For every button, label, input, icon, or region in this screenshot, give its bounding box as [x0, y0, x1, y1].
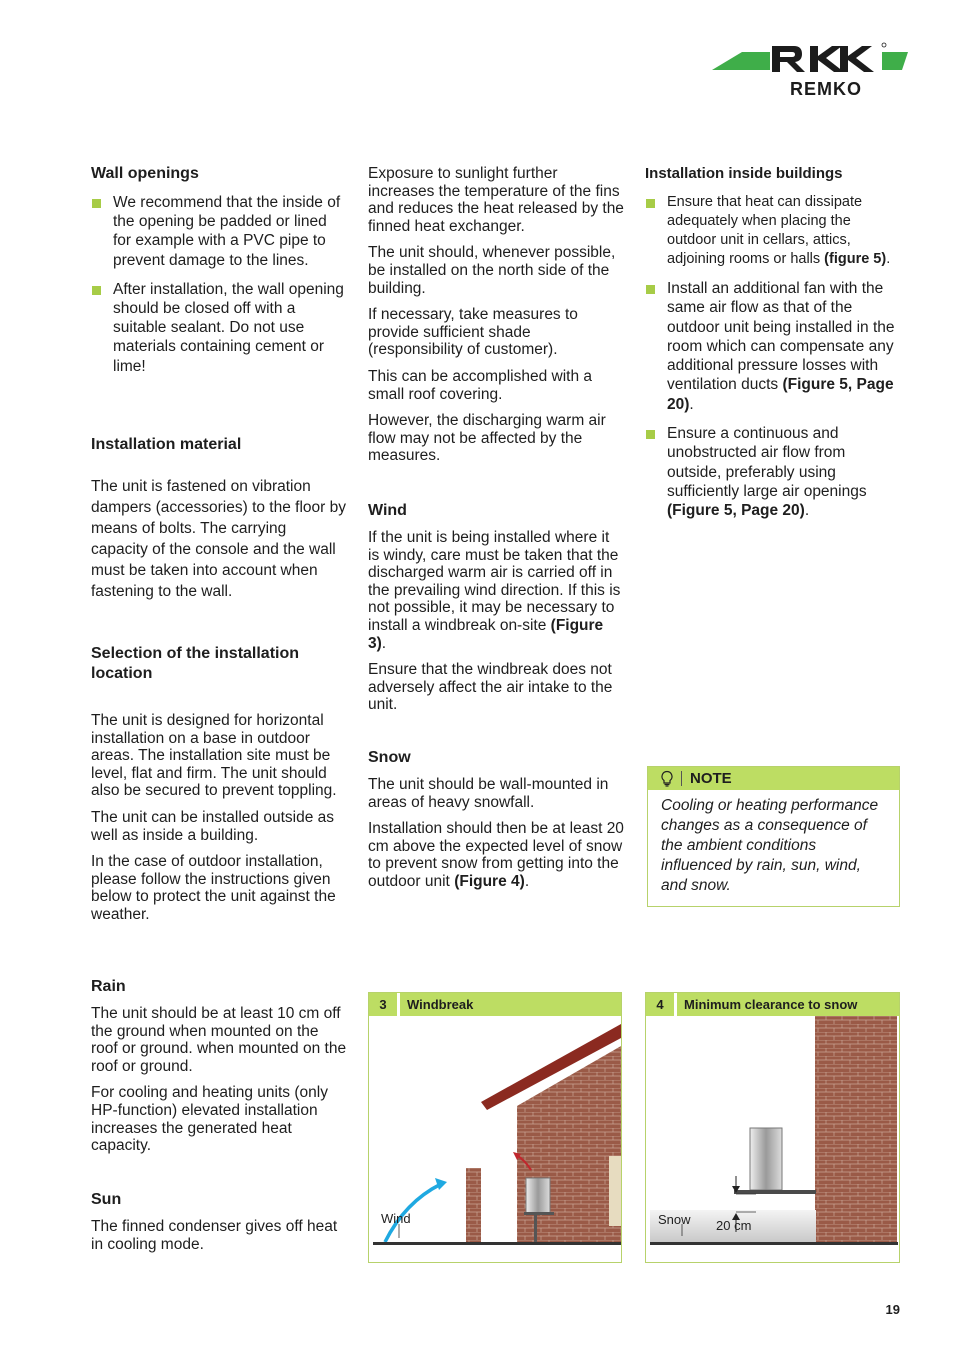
figure-snow-clearance — [645, 992, 900, 1263]
snow-paragraph: The unit should be wall-mounted in areas of heavy snowfall. — [368, 776, 609, 811]
figure-number: 3 — [379, 997, 387, 1012]
wind-heading: Wind — [368, 502, 407, 519]
figure-number: 4 — [656, 997, 664, 1012]
column-3 — [645, 164, 903, 521]
sun-heading: Sun — [91, 1191, 122, 1208]
wall-openings-heading: Wall openings — [91, 165, 199, 182]
note-box — [647, 766, 900, 907]
note-text: Cooling or heating performance changes as a consequence of the ambient conditions influenced by rain, sun, wind, and snow. — [661, 797, 879, 894]
snow-clearance-illustration — [646, 1016, 899, 1262]
rain-heading: Rain — [91, 978, 126, 995]
figure-title: Minimum clearance to snow — [684, 997, 858, 1012]
note-separator — [681, 771, 682, 786]
wind-paragraph: If the unit is being installed where it is windy, care must be taken that the discharged warm air is carried off in the prevailing wind direction. If this is not possible, it may be necessary to install a windbreak on-site (Figure 3). — [368, 529, 621, 652]
rain-paragraph: For cooling and heating units (only HP-function) elevated installation increases the generated heat capacity. — [91, 1084, 328, 1155]
windbreak-illustration — [369, 1016, 621, 1262]
page-number: 19 — [885, 1302, 900, 1317]
snow-section — [368, 748, 624, 891]
installation-material-heading: Installation material — [91, 436, 242, 453]
figure-header-divider — [674, 993, 677, 1016]
svg-text:REMKO: REMKO — [790, 79, 862, 99]
wind-section — [368, 501, 624, 714]
bullet-icon — [92, 199, 101, 208]
sun-paragraph: The finned condenser gives off heat in cooling mode. — [91, 1218, 338, 1253]
installation-inside-heading: Installation inside buildings — [645, 165, 843, 182]
bullet-icon — [646, 430, 655, 439]
figure-header — [369, 993, 621, 1016]
column-1 — [91, 164, 347, 376]
selection-paragraph: The unit is designed for horizontal installation on a base in outdoor areas. The installation site must be level, flat and firm. The unit should also be secured to prevent toppling. — [91, 712, 337, 800]
sun-section — [91, 1190, 347, 1253]
lightbulb-icon — [660, 770, 674, 792]
figure-header — [646, 993, 899, 1016]
sun-paragraph: This can be accomplished with a small roof covering. — [368, 367, 593, 403]
svg-text:20 cm: 20 cm — [716, 1218, 752, 1233]
note-label: NOTE — [690, 770, 732, 787]
remko-logo — [712, 40, 912, 100]
list-item: We recommend that the inside of the opening be padded or lined for example with a PVC pipe to prevent damage to the lines. — [91, 193, 347, 270]
selection-paragraph: In the case of outdoor installation, please follow the instructions given below to protect the unit against the weather. — [91, 853, 336, 923]
bullet-icon — [646, 199, 655, 208]
column-2 — [368, 165, 624, 465]
list-item: Install an additional fan with the same air flow as that of the outdoor unit being installed in the room which can compensate any additional pressure losses with ventilation ducts (Figure 5, Page 20). — [645, 279, 903, 414]
svg-text:Snow: Snow — [658, 1212, 691, 1227]
wall-openings-list — [91, 193, 347, 376]
list-item: After installation, the wall opening should be closed off with a suitable sealant. Do not use materials containing cement or lime! — [91, 280, 347, 376]
sun-paragraph: However, the discharging warm air flow may not be affected by the measures. — [368, 412, 606, 465]
bullet-icon — [92, 286, 101, 295]
figure-header-divider — [397, 993, 400, 1016]
bullet-icon — [646, 285, 655, 294]
note-header — [648, 767, 899, 790]
selection-heading: Selection of the installation location — [91, 645, 300, 682]
installation-inside-list — [645, 193, 903, 521]
sun-paragraph: The unit should, whenever possible, be installed on the north side of the building. — [368, 244, 616, 297]
figure-title: Windbreak — [407, 997, 474, 1012]
svg-text:Wind: Wind — [381, 1211, 411, 1226]
sun-paragraph: Exposure to sunlight further increases the temperature of the fins and reduces the heat released by the finned heat exchanger. — [368, 165, 624, 235]
snow-paragraph: Installation should then be at least 20 cm above the expected level of snow to prevent snow from getting into the outdoor unit (Figure 4). — [368, 820, 624, 890]
selection-section — [91, 644, 347, 924]
selection-paragraph: The unit can be installed outside as well as inside a building. — [91, 808, 334, 844]
installation-material-section — [91, 435, 347, 602]
list-item: Ensure that heat can dissipate adequately when placing the outdoor unit in cellars, attics, adjoining rooms or halls (figure 5). — [645, 193, 903, 269]
list-item: Ensure a continuous and unobstructed air flow from outside, preferably using sufficiently large air openings (Figure 5, Page 20). — [645, 424, 903, 520]
rain-section — [91, 977, 347, 1155]
figure-windbreak — [368, 992, 622, 1263]
sun-paragraph: If necessary, take measures to provide sufficient shade (responsibility of customer). — [368, 306, 578, 359]
rain-paragraph: The unit should be at least 10 cm off the ground when mounted on the roof or ground. when mounted on the roof or ground. — [91, 1005, 347, 1075]
wind-paragraph: Ensure that the windbreak does not adversely affect the air intake to the unit. — [368, 661, 613, 714]
installation-material-text: The unit is fastened on vibration dampers (accessories) to the floor by means of bolts. The carrying capacity of the console and the wall must be taken into account when fastening to the wall. — [91, 478, 346, 600]
snow-heading: Snow — [368, 749, 411, 766]
